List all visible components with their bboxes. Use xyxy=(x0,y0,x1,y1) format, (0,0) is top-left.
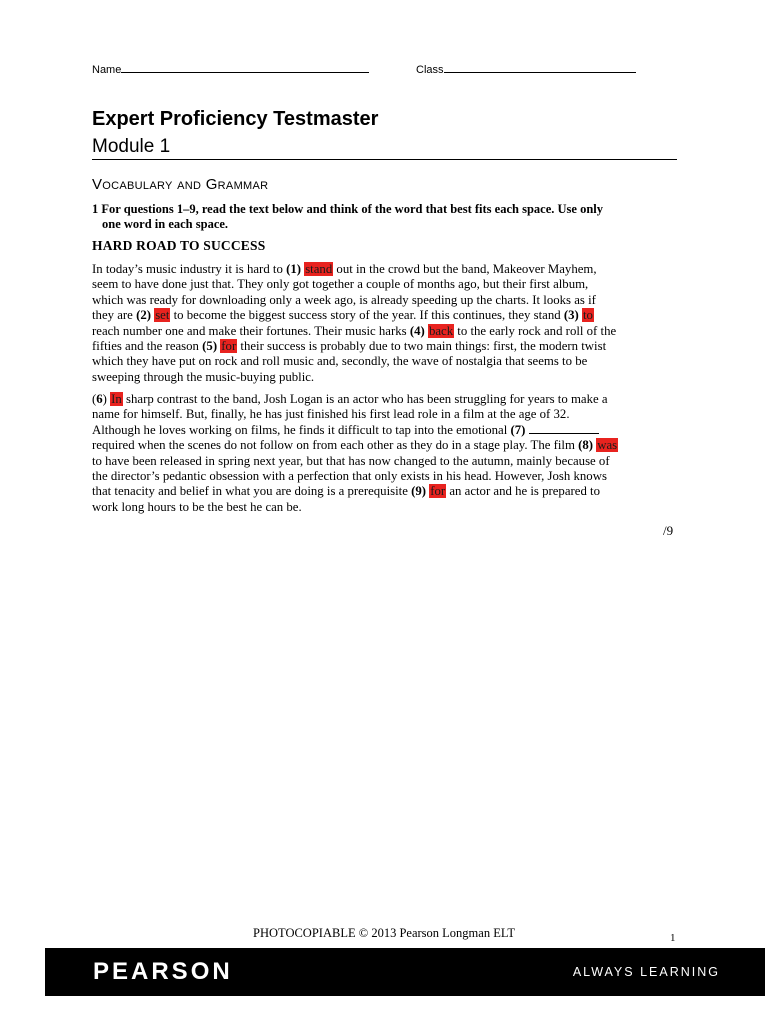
passage-line xyxy=(92,392,680,407)
section-title: Vocabulary and Grammar xyxy=(92,176,269,193)
text-segment: out in the crowd but the band, Makeover Mayhem, xyxy=(333,262,597,276)
answer-7-blank[interactable] xyxy=(529,423,599,434)
text-segment: to the early rock and roll of the xyxy=(454,323,617,338)
answer-8[interactable]: was xyxy=(597,438,618,453)
passage-line xyxy=(92,484,680,499)
passage-line xyxy=(92,262,680,277)
answer-5[interactable]: for xyxy=(221,339,237,354)
gap-number-6: 6 xyxy=(96,392,103,406)
text-segment: required when the scenes do not follow on from each other as they do in a stage play. The film xyxy=(92,438,579,453)
text-segment: sharp contrast to the band, Josh Logan is an actor who has been struggling for years to make a xyxy=(122,392,608,406)
text-segment: reach number one and make their fortunes. Their music harks xyxy=(92,323,410,338)
exercise-instruction xyxy=(92,202,682,232)
score-total: /9 xyxy=(663,523,674,538)
passage-line xyxy=(92,324,680,339)
passage-heading: HARD ROAD TO SUCCESS xyxy=(92,238,266,253)
text-segment: that tenacity and belief in what you are doing is a prerequisite xyxy=(92,484,412,499)
gap-number-7: (7) xyxy=(510,422,526,437)
answer-4[interactable]: back xyxy=(428,323,454,338)
instruction-line-2: one word in each space. xyxy=(102,217,229,231)
gap-number-3: (3) xyxy=(563,308,579,323)
gap-number-4: (4) xyxy=(409,323,425,338)
text-segment: fifties and the reason xyxy=(92,339,203,354)
exercise-number: 1 xyxy=(92,202,99,216)
brand-tagline: ALWAYS LEARNING xyxy=(572,965,720,979)
gap-number-5: (5) xyxy=(202,339,218,354)
document-title: Expert Proficiency Testmaster xyxy=(92,108,379,130)
text-segment: their success is probably due to two main things: first, the modern twist xyxy=(237,339,607,354)
text-segment: they are xyxy=(92,308,137,323)
name-field[interactable] xyxy=(92,62,369,76)
gap-number-9: (9) xyxy=(411,484,427,499)
answer-2[interactable]: set xyxy=(155,308,170,323)
text-segment: In today’s music industry it is hard to xyxy=(92,262,287,276)
text-segment: ( xyxy=(92,392,97,406)
class-label: Class xyxy=(416,64,444,76)
instruction-line-1: For questions 1–9, read the text below and think of the word that best fits each space. Use only xyxy=(101,202,603,216)
copyright-notice: PHOTOCOPIABLE © 2013 Pearson Longman ELT xyxy=(253,926,515,940)
answer-3[interactable]: to xyxy=(582,308,593,323)
brand-bar xyxy=(45,948,765,996)
passage-line: name for himself. But, finally, he has just finished his first lead role in a film at the age of 32. xyxy=(92,407,570,422)
answer-9[interactable]: for xyxy=(430,484,446,499)
gap-number-8: (8) xyxy=(578,438,594,453)
passage-line: to have been released in spring next year, but that has now changed to the autumn, mainly because of xyxy=(92,453,610,468)
text-segment: an actor and he is prepared to xyxy=(446,484,601,499)
name-label: Name xyxy=(92,64,122,76)
passage-line xyxy=(92,308,680,323)
passage-paragraph-2 xyxy=(92,392,680,515)
class-field[interactable] xyxy=(416,62,636,76)
passage-paragraph-1 xyxy=(92,262,680,385)
answer-6[interactable]: In xyxy=(111,392,122,406)
passage-line: sweeping through the music-buying public. xyxy=(92,369,315,384)
passage-line: work long hours to be the best he can be. xyxy=(92,499,302,514)
module-title: Module 1 xyxy=(92,136,171,157)
passage-line: which they have put on rock and roll music and, secondly, the wave of nostalgia that seems to be xyxy=(92,354,588,369)
passage-line: the director’s pedantic obsession with a perfection that only exists in his head. However, Josh knows xyxy=(92,469,607,484)
text-segment: Although he loves working on films, he finds it difficult to tap into the emotional xyxy=(92,422,511,437)
class-line[interactable] xyxy=(444,62,636,73)
page-number: 1 xyxy=(670,932,676,944)
gap-number-1: (1) xyxy=(286,262,301,276)
name-line[interactable] xyxy=(121,62,369,73)
pearson-logo: PEARSON xyxy=(93,958,233,985)
passage-line xyxy=(92,339,680,354)
passage-line xyxy=(92,438,680,453)
gap-number-2: (2) xyxy=(136,308,151,323)
passage-line: seem to have done just that. They only got together a couple of months ago, but their first album, xyxy=(92,277,589,292)
passage-line xyxy=(92,423,680,438)
passage-line: which was ready for downloading only a week ago, is already speeding up the charts. It looks as if xyxy=(92,292,596,307)
text-segment: to become the biggest success story of the year. If this continues, they stand xyxy=(170,308,564,323)
title-divider xyxy=(92,159,677,160)
answer-1[interactable]: stand xyxy=(305,262,333,276)
text-segment: ) xyxy=(102,392,111,406)
